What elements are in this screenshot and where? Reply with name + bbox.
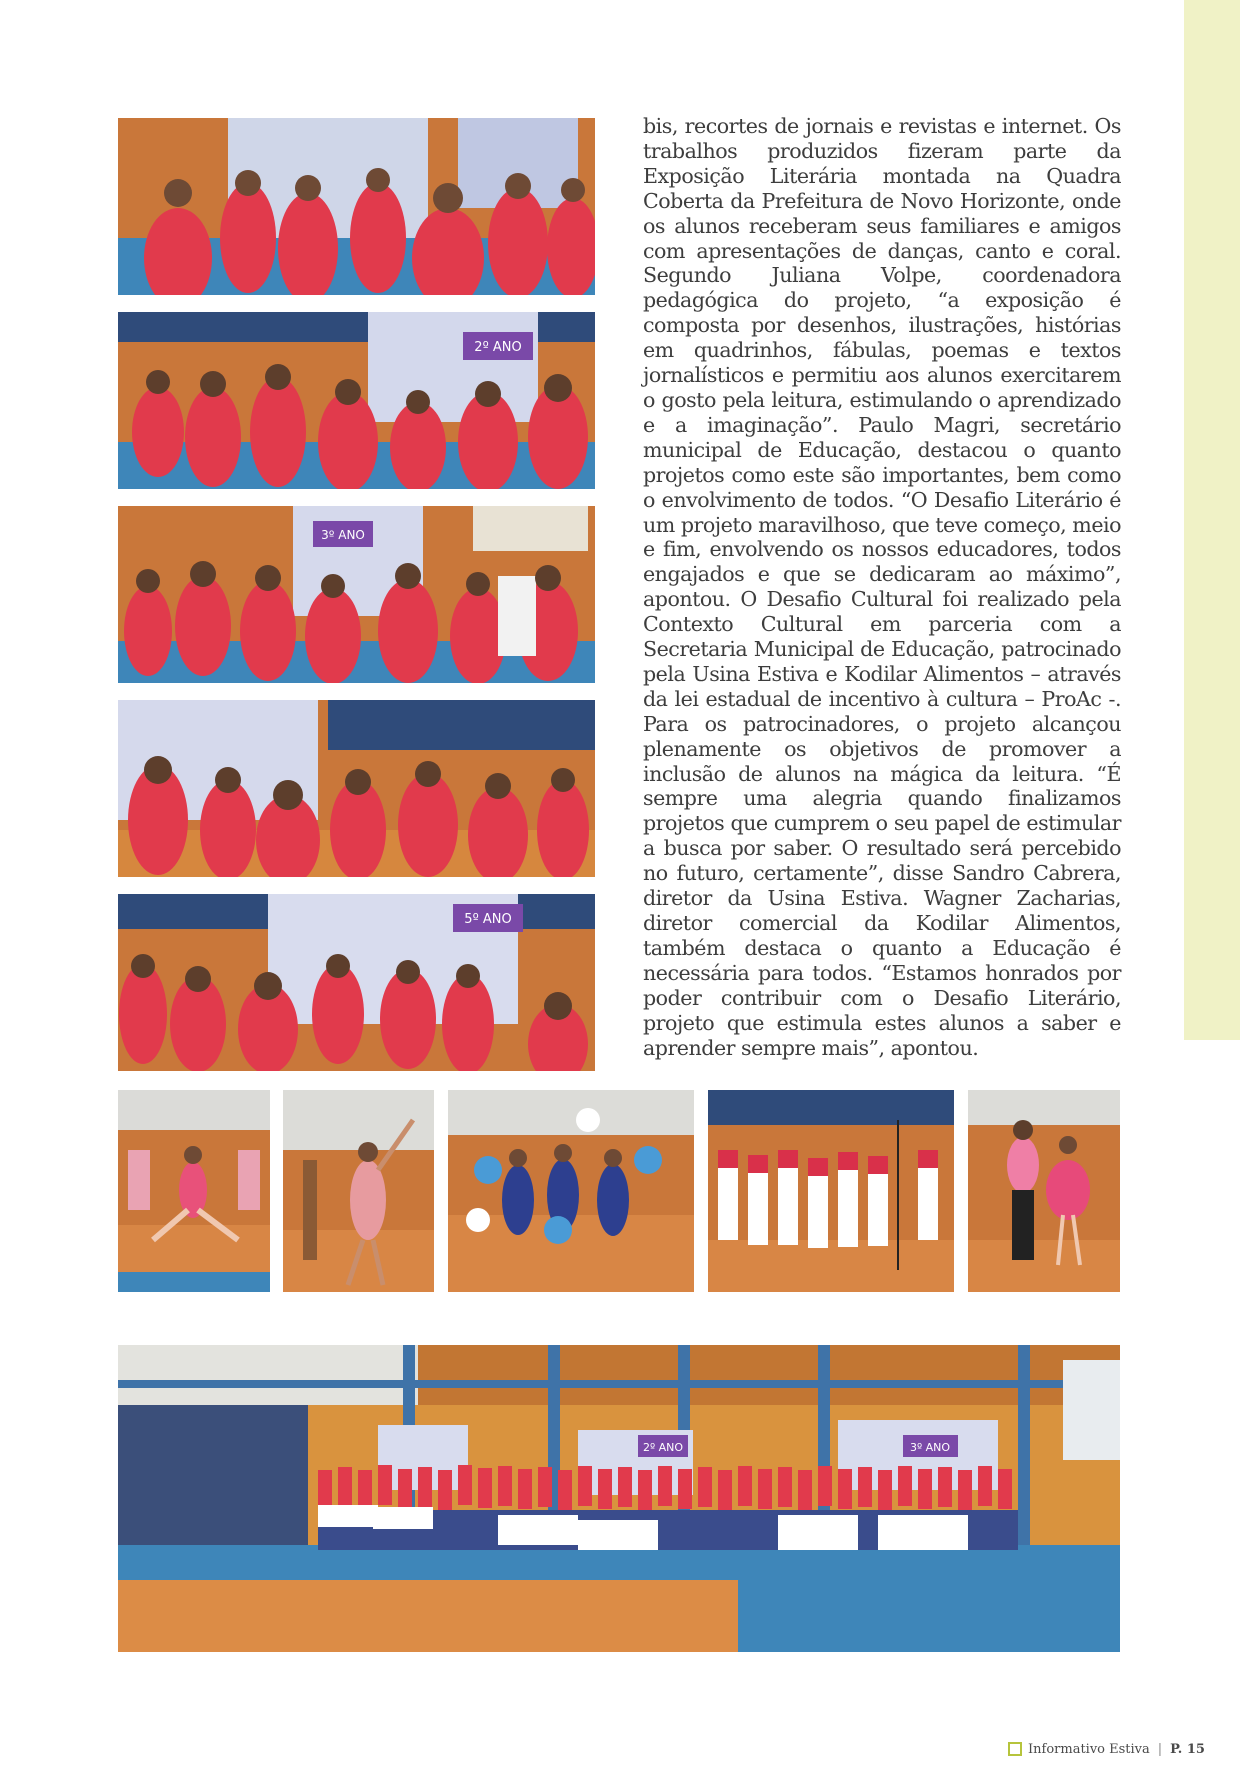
photo-dance-3 — [448, 1090, 694, 1292]
page-footer — [1008, 1740, 1205, 1758]
banner-text: 3º ANO — [909, 1441, 951, 1454]
side-accent-band — [1184, 0, 1240, 1040]
photo-choir-students — [708, 1090, 954, 1292]
banner-text: 2º ANO — [474, 340, 522, 355]
photo-gym-overview — [118, 1345, 1120, 1652]
banner-text: 5º ANO — [464, 912, 512, 927]
photo-exhibition-visitors-3 — [118, 506, 595, 683]
footer-separator: | — [1157, 1741, 1163, 1757]
article-body-text: bis, recortes de jornais e revistas e internet. Os trabalhos produzidos fizeram parte da Exposição Literária montada na Quadra Coberta da Prefeitura de Novo Horizonte, onde os alunos receberam seus familiares e amigos com apresentações de danças, canto e coral. Segundo Juliana Volpe, coordenadora pedagógica do projeto, “a exposição é composta por desenhos, ilustrações, histórias em quadrinhos, fábulas, poemas e textos jornalísticos e permitiu aos alunos exercitarem o gosto pela leitura, estimulando o aprendizado e a imaginação”. Paulo Magri, secretário municipal de Educação, destacou o quanto projetos como este são importantes, bem como o envolvimento de todos. “O Desafio Literário é um projeto maravilhoso, que teve começo, meio e fim, envolvendo os nossos educadores, todos engajados e que se dedicaram ao máximo”, apontou. O Desafio Cultural foi realizado pela Contexto Cultural em parceria com a Secretaria Municipal de Educação, patrocinado pela Usina Estiva e Kodilar Alimentos – através da lei estadual de incentivo à cultura – ProAc -. Para os patrocinadores, o projeto alcançou plenamente os objetivos de promover a inclusão de alunos na mágica da leitura. “É sempre uma alegria quando finalizamos projetos que cumprem o seu papel de estimular a busca por saber. O resultado será percebido no futuro, certamente”, disse Sandro Cabrera, diretor da Usina Estiva. Wagner Zacharias, diretor comercial da Kodilar Alimentos, também destaca o quanto a Educação é necessária para todos. “Estamos honrados por poder contribuir com o Desafio Literário, projeto que estimula estes alunos a saber e aprender sempre mais”, apontou. — [643, 114, 1121, 1060]
publication-name: Informativo Estiva — [1028, 1741, 1150, 1757]
page-number: P. 15 — [1170, 1741, 1205, 1757]
photo-dance-1 — [118, 1090, 270, 1292]
photo-exhibition-visitors-1 — [118, 118, 595, 295]
photo-dance-couple — [968, 1090, 1120, 1292]
photo-dance-2 — [283, 1090, 434, 1292]
square-icon — [1008, 1742, 1022, 1756]
photo-exhibition-visitors-5 — [118, 894, 595, 1071]
banner-text: 2º ANO — [642, 1441, 684, 1454]
banner-text: 3º ANO — [321, 528, 365, 542]
photo-exhibition-visitors-4 — [118, 700, 595, 877]
photo-exhibition-visitors-2 — [118, 312, 595, 489]
